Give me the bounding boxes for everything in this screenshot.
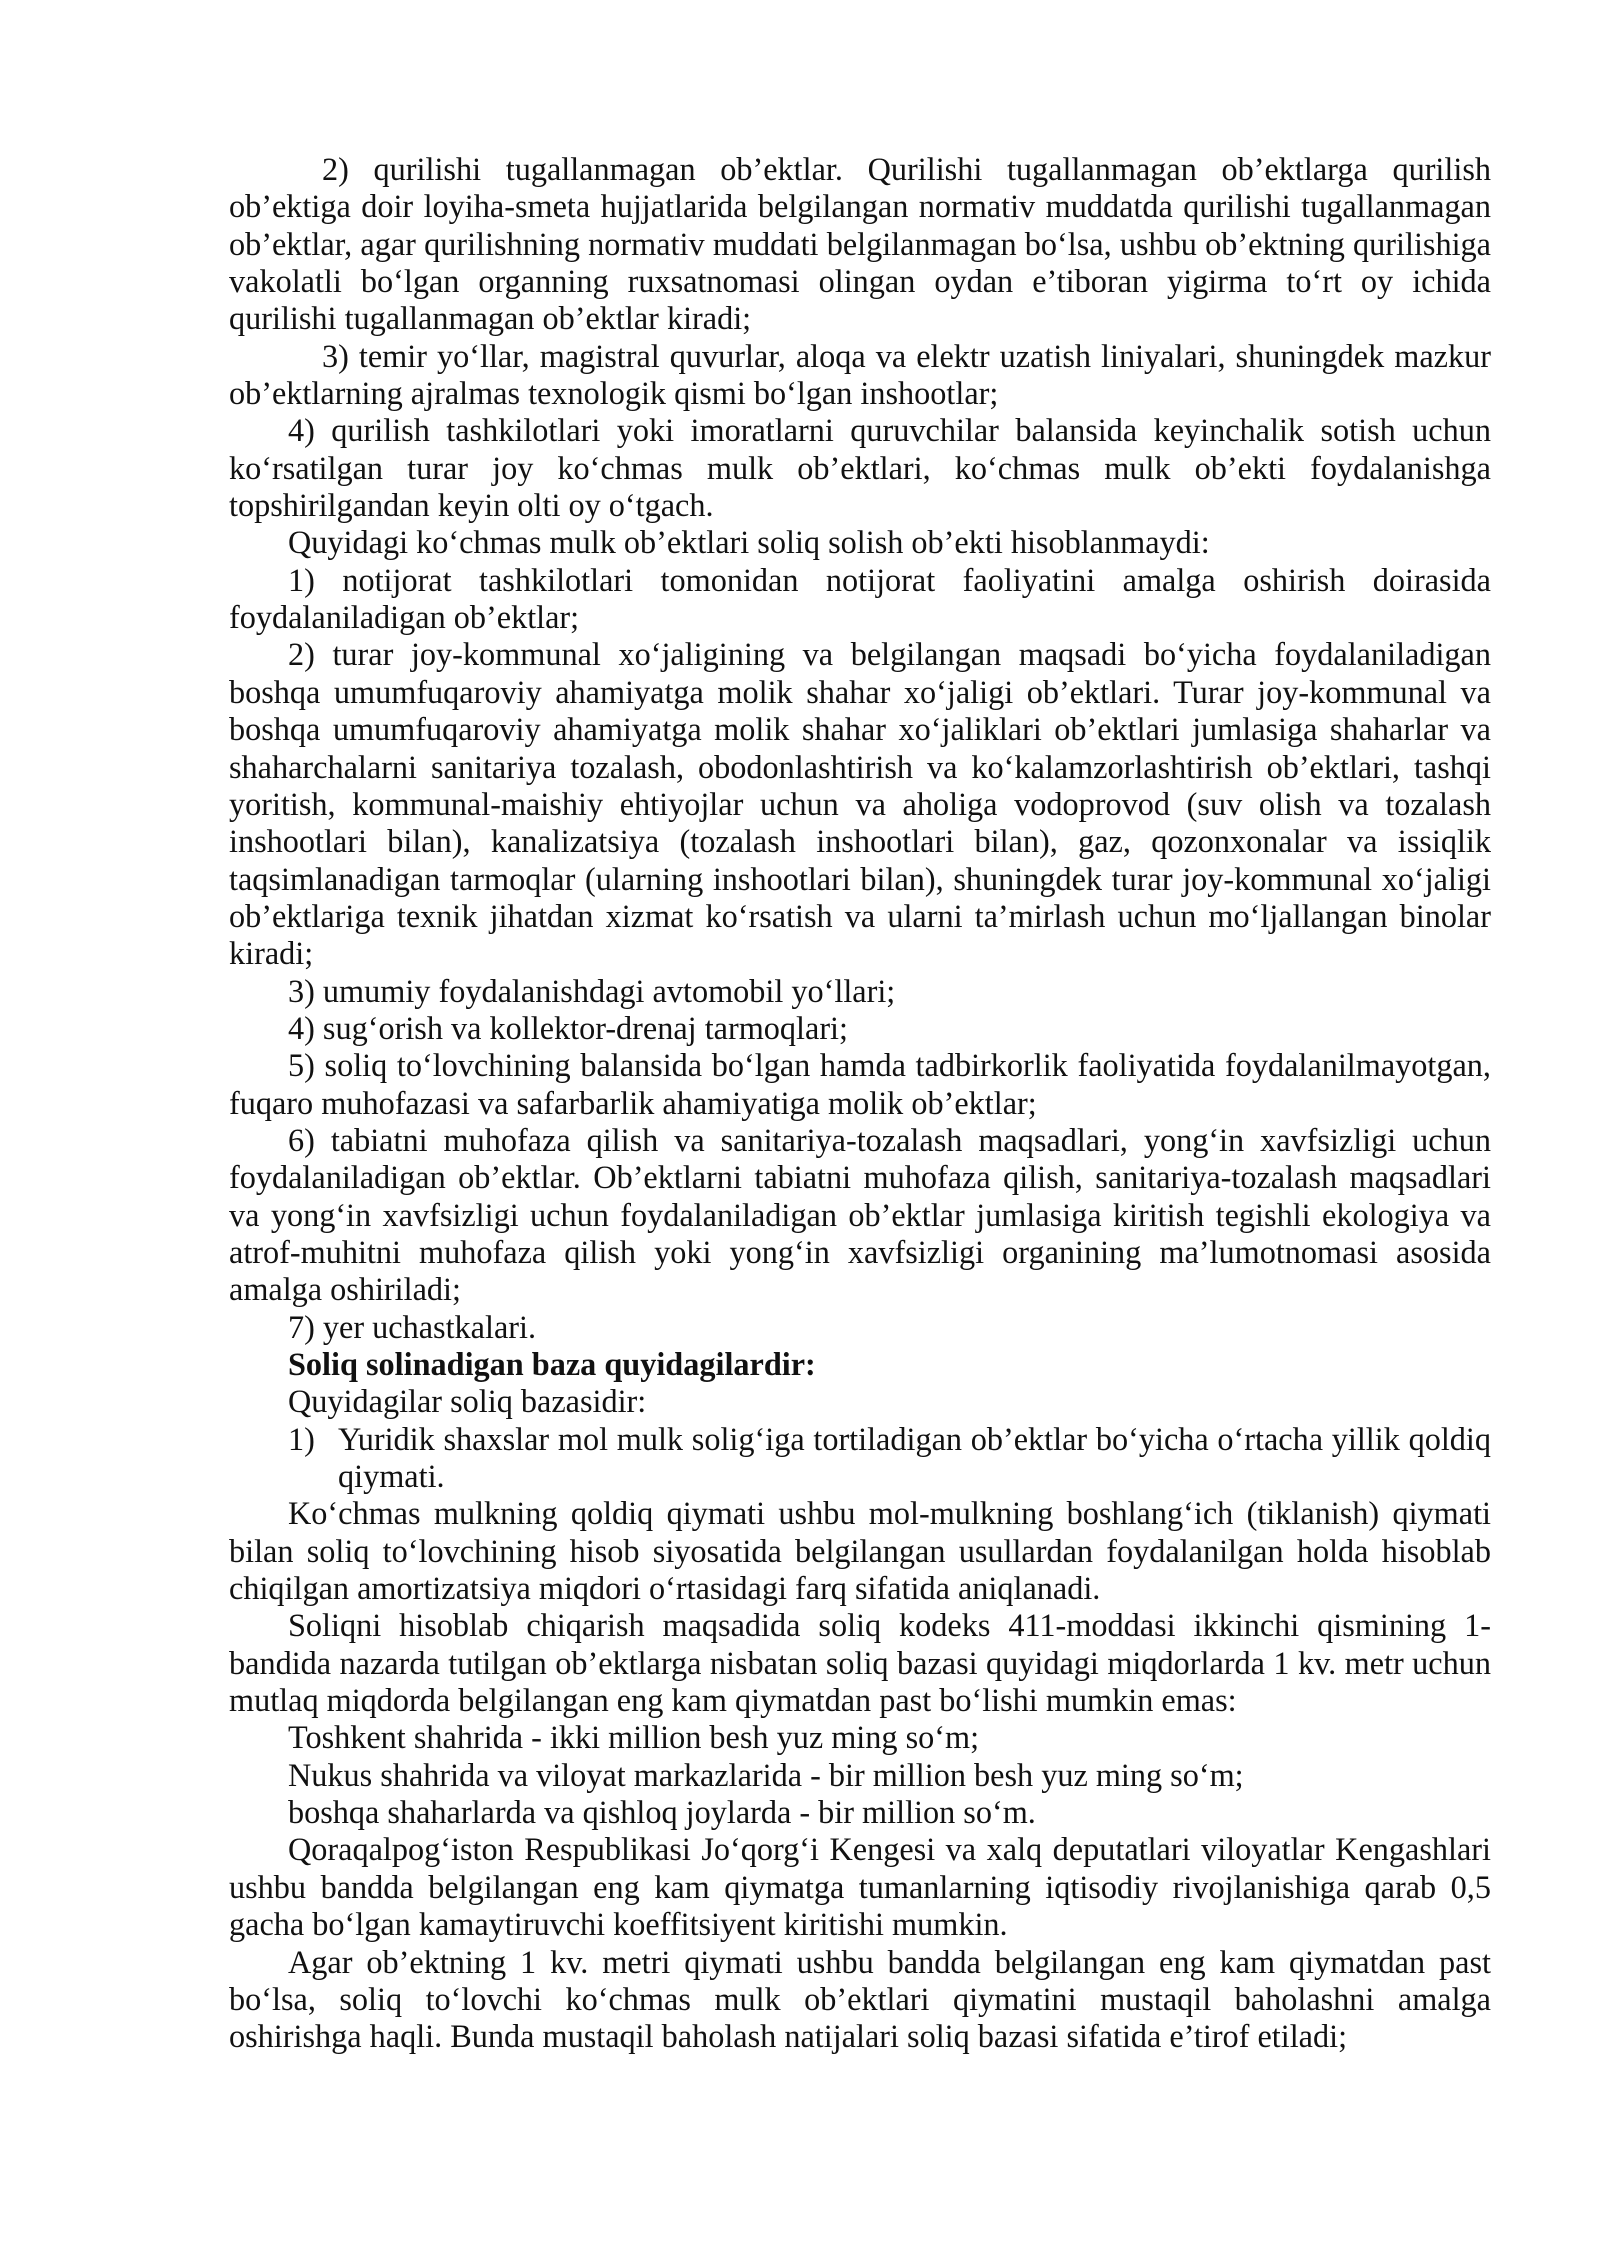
paragraph-residential-for-sale: 4) qurilish tashkilotlari yoki imoratlarni quruvchilar balansida keyinchalik sotish uchun ko‘rsatilgan turar joy ko‘chmas mulk ob’ektlari, ko‘chmas mulk ob’ekti foydalanishga topshirilgandan keyin olti oy o‘tgach. bbox=[229, 412, 1491, 524]
paragraph-tax-base-intro: Quyidagilar soliq bazasidir: bbox=[288, 1383, 647, 1420]
numbered-list-item bbox=[229, 1421, 1491, 1496]
paragraph-railways-pipelines: 3) temir yo‘llar, magistral quvurlar, aloqa va elektr uzatish liniyalari, shuningdek mazkur ob’ektlarning ajralmas texnologik qismi bo‘lgan inshootlar; bbox=[229, 337, 1491, 412]
paragraph-minimum-value: Soliqni hisoblab chiqarish maqsadida soliq kodeks 411-moddasi ikkinchi qismining 1-bandida nazarda tutilgan ob’ektlarga nisbatan soliq bazasi quyidagi miqdorlarda 1 kv. metr uchun mutlaq miqdorda belgilangan eng kam qiymatdan past bo‘lishi mumkin emas: bbox=[229, 1607, 1491, 1719]
paragraph-non-taxable-item-4: 4) sug‘orish va kollektor-drenaj tarmoqlari; bbox=[288, 1009, 848, 1046]
paragraph-residual-value: Ko‘chmas mulkning qoldiq qiymati ushbu mol-mulkning boshlang‘ich (tiklanish) qiymati bilan soliq to‘lovchining hisob siyosatida belgilangan usullardan foydalanilgan holda hisoblab chiqilgan amortizatsiya miqdori o‘rtasidagi farq sifatida aniqlanadi. bbox=[229, 1495, 1491, 1607]
paragraph-non-taxable-item-6: 6) tabiatni muhofaza qilish va sanitariya-tozalash maqsadlari, yong‘in xavfsizligi uchun foydalaniladigan ob’ektlar. Ob’ektlarni tabiatni muhofaza qilish, sanitariya-tozalash maqsadlari va yong‘in xavfsizligi uchun foydalaniladigan ob’ektlar jumlasiga kiritish tegishli ekologiya va atrof-muhitni muhofaza qilish yoki yong‘in xavfsizligi organining ma’lumotnomasi asosida amalga oshiriladi; bbox=[229, 1121, 1491, 1308]
paragraph-reduction-coefficient: Qoraqalpog‘iston Respublikasi Jo‘qorg‘i Kengesi va xalq deputatlari viloyatlar Kengashlari ushbu bandda belgilangan eng kam qiymatga tumanlarning iqtisodiy rivojlanishiga qarab 0,5 gacha bo‘lgan kamaytiruvchi koeffitsiyent kiritishi mumkin. bbox=[229, 1831, 1491, 1943]
paragraph-non-taxable-item-3: 3) umumiy foydalanishdagi avtomobil yo‘llari; bbox=[288, 972, 896, 1009]
paragraph-non-taxable-item-1: 1) notijorat tashkilotlari tomonidan notijorat faoliyatini amalga oshirish doirasida foydalaniladigan ob’ektlar; bbox=[229, 561, 1491, 636]
paragraph-non-taxable-item-7: 7) yer uchastkalari. bbox=[288, 1308, 537, 1345]
paragraph-non-taxable-intro: Quyidagi ko‘chmas mulk ob’ektlari soliq solish ob’ekti hisoblanmaydi: bbox=[288, 524, 1210, 561]
paragraph-independent-valuation: Agar ob’ektning 1 kv. metri qiymati ushbu bandda belgilangan eng kam qiymatdan past bo‘lsa, soliq to‘lovchi ko‘chmas mulk ob’ektlari qiymatini mustaqil baholashni amalga oshirishga haqli. Bunda mustaqil baholash natijalari soliq bazasi sifatida e’tirof etiladi; bbox=[229, 1943, 1491, 2055]
section-heading-tax-base: Soliq solinadigan baza quyidagilardir: bbox=[288, 1346, 816, 1382]
paragraph-minimum-value-nukus: Nukus shahrida va viloyat markazlarida - bir million besh yuz ming so‘m; bbox=[288, 1756, 1244, 1793]
document-body bbox=[229, 151, 1491, 2056]
paragraph-non-taxable-item-2: 2) turar joy-kommunal xo‘jaligining va belgilangan maqsadi bo‘yicha foydalaniladigan boshqa umumfuqaroviy ahamiyatga molik shahar xo‘jaligi ob’ektlari. Turar joy-kommunal va boshqa umumfuqaroviy ahamiyatga molik shahar xo‘jaliklari ob’ektlari jumlasiga shaharlar va shaharchalarni sanitariya tozalash, obodonlashtirish va ko‘kalamzorlashtirish ob’ektlari, tashqi yoritish, kommunal-maishiy ehtiyojlar uchun va aholiga vodoprovod (suv olish va tozalash inshootlari bilan), kanalizatsiya (tozalash inshootlari bilan), gaz, qozonxonalar va issiqlik taqsimlanadigan tarmoqlar (ularning inshootlari bilan), shuningdek turar joy-kommunal xo‘jaligi ob’ektlariga texnik jihatdan xizmat ko‘rsatish va ularni ta’mirlash uchun mo‘ljallangan binolar kiradi; bbox=[229, 636, 1491, 972]
paragraph-non-taxable-item-5: 5) soliq to‘lovchining balansida bo‘lgan hamda tadbirkorlik faoliyatida foydalanilmayotgan, fuqaro muhofazasi va safarbarlik ahamiyatiga molik ob’ektlar; bbox=[229, 1047, 1491, 1121]
paragraph-unfinished-construction: 2) qurilishi tugallanmagan ob’ektlar. Qurilishi tugallanmagan ob’ektlarga qurilish ob’ektiga doir loyiha-smeta hujjatlarida belgilangan normativ muddatda qurilishi tugallanmagan ob’ektlar, agar qurilishning normativ muddati belgilanmagan bo‘lsa, ushbu ob’ektning qurilishiga vakolatli bo‘lgan organning ruxsatnomasi olingan oydan e’tiboran yigirma to‘rt oy ichida qurilishi tugallanmagan ob’ektlar kiradi; bbox=[229, 151, 1491, 337]
list-item-text: Yuridik shaxslar mol mulk solig‘iga tortiladigan ob’ektlar bo‘yicha o‘rtacha yillik qoldiq qiymati. bbox=[338, 1420, 1491, 1495]
paragraph-minimum-value-tashkent: Toshkent shahrida - ikki million besh yuz ming so‘m; bbox=[288, 1719, 980, 1756]
list-item-number: 1) bbox=[288, 1420, 315, 1457]
paragraph-minimum-value-other: boshqa shaharlarda va qishloq joylarda - bir million so‘m. bbox=[288, 1794, 1036, 1831]
